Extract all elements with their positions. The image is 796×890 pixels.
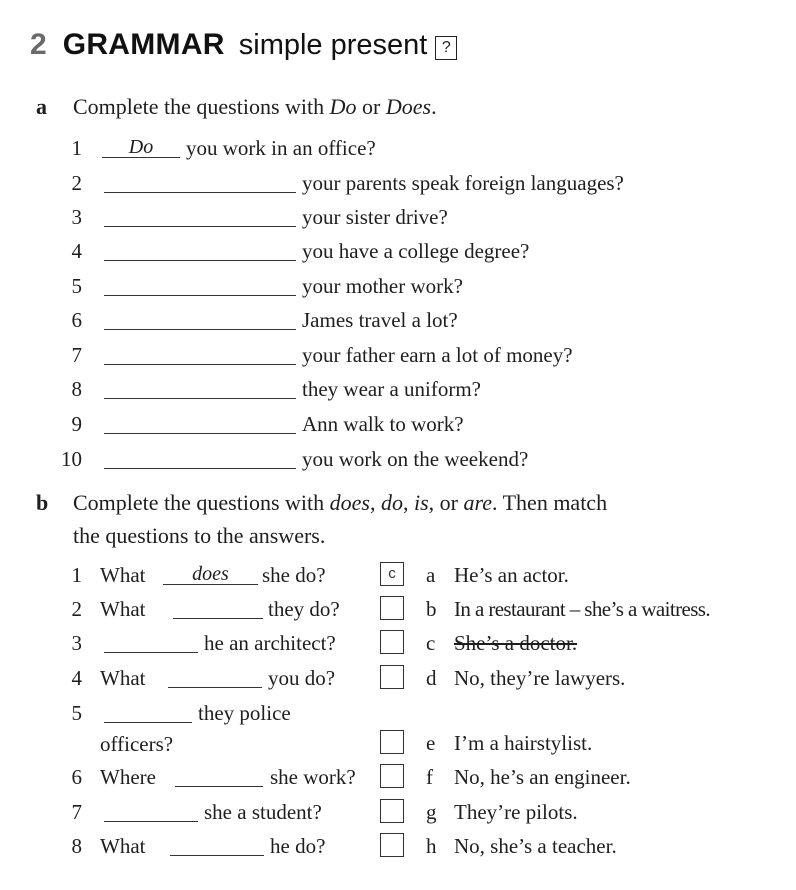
question-text: your mother work? [302, 274, 463, 298]
question-number: 4 [71, 666, 82, 690]
section-b-separator: , [369, 490, 381, 515]
question-number: 3 [71, 631, 82, 655]
answer-blank[interactable] [104, 204, 296, 227]
question-number: 9 [71, 412, 82, 436]
answer-blank[interactable] [104, 307, 296, 330]
answer-text-crossed-out: She’s a doctor. [454, 631, 578, 655]
question-continuation-text: officers? [100, 732, 174, 756]
section-b-instruction-tail: . Then match [492, 490, 608, 515]
answer-blank[interactable] [104, 799, 198, 822]
answer-blank[interactable] [175, 764, 263, 787]
answer-blank[interactable] [104, 170, 296, 193]
question-number: 1 [71, 136, 82, 160]
question-text: you work on the weekend? [302, 447, 529, 471]
question-number: 4 [71, 239, 82, 263]
help-icon[interactable]: ? [435, 36, 457, 60]
question-number: 6 [71, 308, 82, 332]
question-text: Ann walk to work? [302, 412, 464, 436]
answer-text: No, they’re lawyers. [454, 666, 626, 690]
question-text: you work in an office? [186, 136, 376, 160]
section-a-instruction-text: Complete the questions with [73, 94, 330, 119]
question-text: your sister drive? [302, 205, 448, 229]
question-text: you have a college degree? [302, 239, 530, 263]
question-number: 5 [71, 701, 82, 725]
answer-blank[interactable] [104, 700, 192, 723]
question-number: 8 [71, 377, 82, 401]
question-number: 2 [71, 171, 82, 195]
question-text: James travel a lot? [302, 308, 458, 332]
match-box[interactable] [380, 665, 404, 689]
section-a-or-word: or [356, 94, 386, 119]
exercise-title: GRAMMAR [62, 28, 225, 61]
section-b-word-does: does [329, 490, 370, 515]
answer-letter: h [426, 834, 437, 858]
question-number: 8 [71, 834, 82, 858]
question-text: they wear a uniform? [302, 377, 482, 401]
answer-letter: g [426, 800, 437, 824]
answer-blank[interactable] [170, 833, 264, 856]
question-number: 7 [71, 800, 82, 824]
answer-text: No, she’s a teacher. [454, 834, 617, 858]
answer-letter: d [426, 666, 437, 690]
match-box[interactable] [380, 799, 404, 823]
answer-letter: a [426, 563, 436, 587]
exercise-number: 2 [30, 28, 47, 61]
section-a-do-word: Do [329, 94, 357, 119]
question-after-text: he do? [270, 834, 326, 858]
question-text: your parents speak foreign languages? [302, 171, 624, 195]
question-after-text: you do? [268, 666, 336, 690]
question-after-text: they do? [268, 597, 340, 621]
answer-blank[interactable] [104, 376, 296, 399]
section-a-letter: a [36, 94, 47, 119]
section-a-does-word: Does [385, 94, 432, 119]
section-a-instruction [36, 90, 437, 123]
section-a-instruction-end: . [431, 94, 437, 119]
answer-text: No, he’s an engineer. [454, 765, 631, 789]
question-number: 7 [71, 343, 82, 367]
question-after-text: they police [198, 701, 291, 725]
answer-text: They’re pilots. [454, 800, 578, 824]
answer-blank[interactable] [104, 411, 296, 434]
answer-blank-filled[interactable]: does [163, 562, 258, 585]
answer-letter: e [426, 731, 436, 755]
section-b-letter: b [36, 490, 49, 515]
question-number: 10 [61, 447, 82, 471]
answer-blank[interactable] [104, 342, 296, 365]
section-b-instruction [36, 486, 607, 552]
answer-letter: b [426, 597, 437, 621]
answer-text: I’m a hairstylist. [454, 731, 593, 755]
section-b-word-are: are [463, 490, 493, 515]
question-after-text: she do? [262, 563, 326, 587]
question-after-text: she work? [270, 765, 356, 789]
match-box[interactable] [380, 730, 404, 754]
answer-blank[interactable] [104, 446, 296, 469]
question-text: your father earn a lot of money? [302, 343, 573, 367]
answer-blank[interactable] [173, 596, 263, 619]
question-before-text: Where [100, 765, 156, 789]
question-number: 5 [71, 274, 82, 298]
question-before-text: What [100, 834, 146, 858]
match-box[interactable] [380, 833, 404, 857]
question-before-text: What [100, 666, 146, 690]
section-b-instruction-line2: the questions to the answers. [73, 523, 326, 548]
section-b-separator: , or [428, 490, 464, 515]
answer-blank[interactable] [104, 630, 198, 653]
question-number: 2 [71, 597, 82, 621]
match-box[interactable] [380, 630, 404, 654]
exercise-subtitle: simple present [238, 29, 428, 61]
question-before-text: What [100, 597, 146, 621]
question-after-text: he an architect? [204, 631, 336, 655]
question-number: 3 [71, 205, 82, 229]
answer-blank-filled[interactable]: Do [102, 135, 180, 158]
section-b-word-do: do [380, 490, 403, 515]
question-after-text: she a student? [204, 800, 322, 824]
section-b-instruction-text: Complete the questions with [73, 490, 330, 515]
exercise-heading [30, 28, 457, 72]
match-box[interactable] [380, 764, 404, 788]
section-b-word-is: is [413, 490, 429, 515]
answer-blank[interactable] [104, 238, 296, 261]
answer-text: In a restaurant – she’s a waitress. [454, 597, 710, 621]
answer-blank[interactable] [168, 665, 262, 688]
question-before-text: What [100, 563, 146, 587]
match-box[interactable]: c [380, 562, 404, 586]
answer-blank[interactable] [104, 273, 296, 296]
match-box[interactable] [380, 596, 404, 620]
question-number: 1 [71, 563, 82, 587]
answer-letter: f [426, 765, 433, 789]
answer-text: He’s an actor. [454, 563, 569, 587]
question-number: 6 [71, 765, 82, 789]
section-b-separator: , [402, 490, 414, 515]
answer-letter: c [426, 631, 436, 655]
